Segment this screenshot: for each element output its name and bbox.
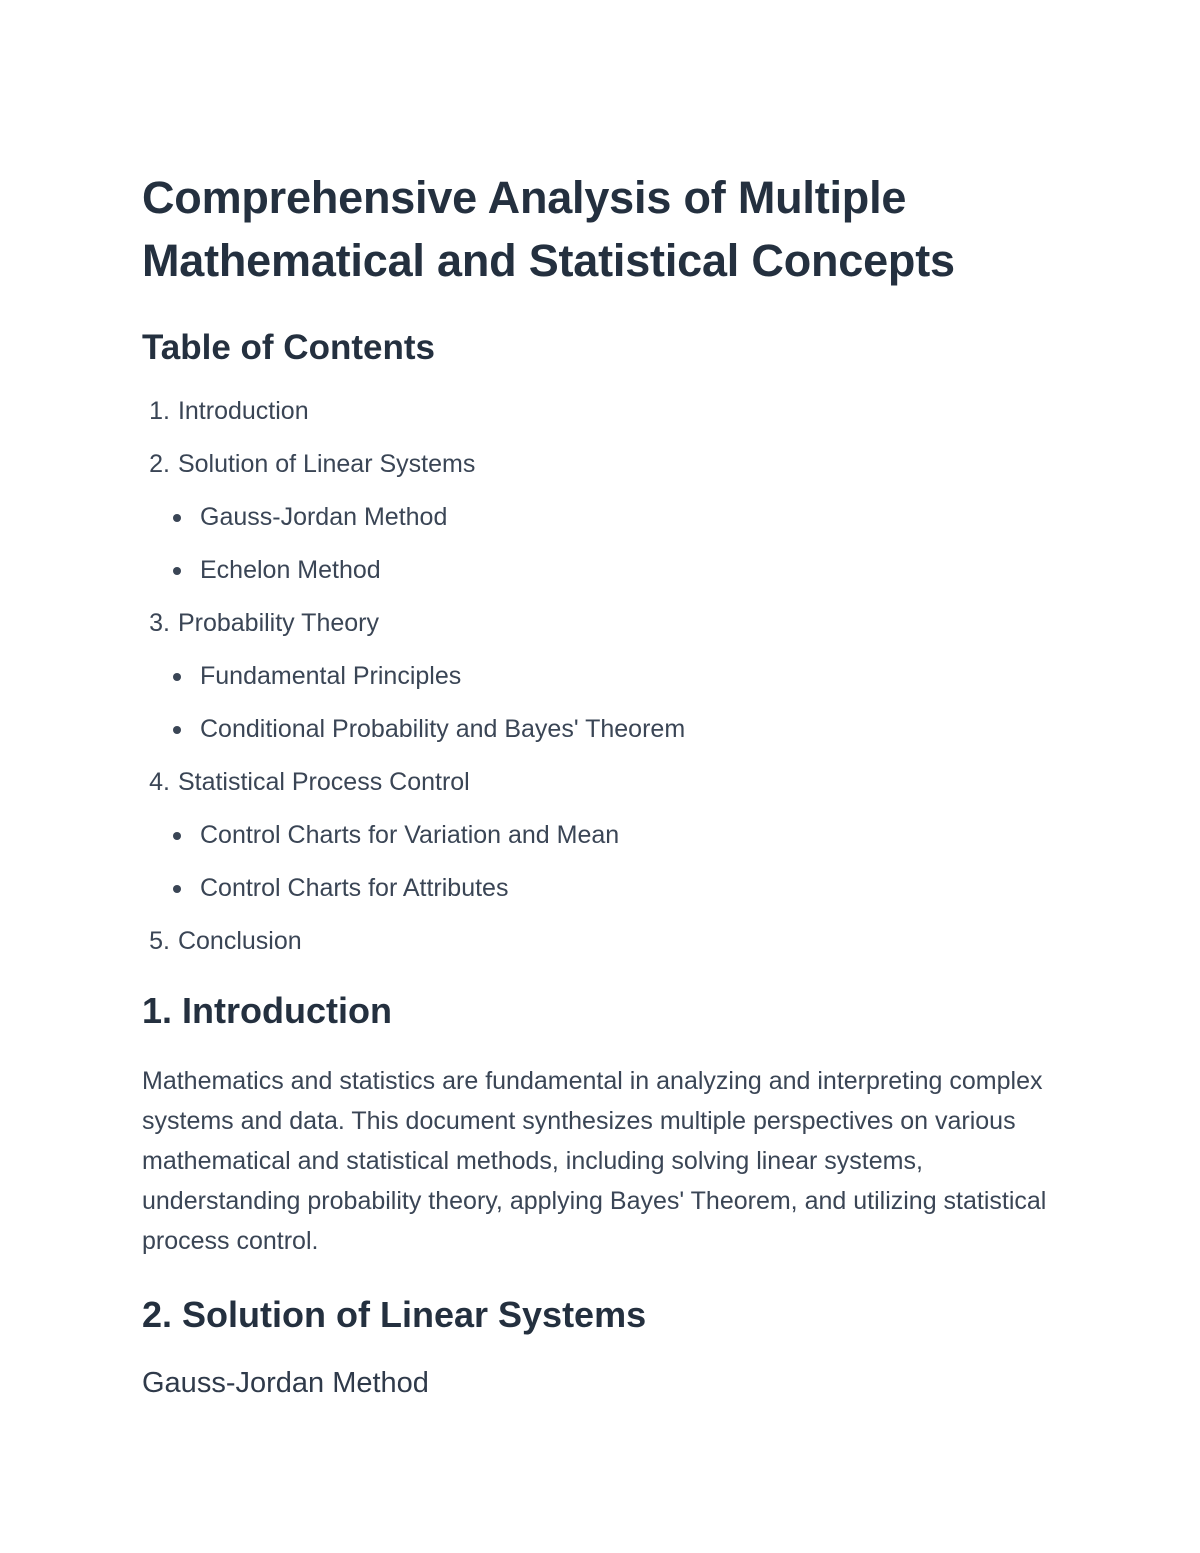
- toc-subitem-label: Conditional Probability and Bayes' Theorem: [200, 715, 686, 743]
- bullet-icon: [173, 832, 181, 840]
- toc-subitem-label: Control Charts for Attributes: [200, 874, 509, 902]
- toc-item-label: Statistical Process Control: [177, 768, 470, 796]
- toc-list: [142, 396, 1050, 956]
- toc-subitem-variation-mean[interactable]: [142, 820, 1050, 850]
- toc-subitem-fundamental-principles[interactable]: [142, 661, 1050, 691]
- section-heading-introduction: 1. Introduction: [142, 990, 392, 1031]
- bullet-icon: [173, 567, 181, 575]
- toc-sublist: [142, 502, 1050, 585]
- document-title-line-2: Mathematical and Statistical Concepts: [142, 235, 955, 286]
- toc-item-introduction[interactable]: [142, 396, 1050, 426]
- toc-sublist: [142, 661, 1050, 744]
- toc-subitem-gauss-jordan[interactable]: [142, 502, 1050, 532]
- toc-subitem-label: Control Charts for Variation and Mean: [200, 821, 620, 849]
- toc-subitem-label: Fundamental Principles: [200, 662, 462, 690]
- toc-item-label: Solution of Linear Systems: [177, 450, 476, 478]
- introduction-paragraph: Mathematics and statistics are fundamental in analyzing and interpreting complex systems and data. This document synthesizes multiple perspectives on various mathematical and statistical methods, including solving linear systems, understanding probability theory, applying Bayes' Theorem, and utilizing statistical process control.: [142, 1067, 1047, 1255]
- toc-subitem-attributes[interactable]: [142, 873, 1050, 903]
- toc-item-linear-systems[interactable]: [142, 449, 1050, 585]
- section-heading-linear-systems: 2. Solution of Linear Systems: [142, 1294, 647, 1335]
- toc-item-label: Introduction: [177, 397, 309, 425]
- toc-subitem-label: Echelon Method: [200, 556, 381, 584]
- toc-item-number: 2.: [149, 450, 170, 478]
- document-title-line-1: Comprehensive Analysis of Multiple: [142, 172, 907, 223]
- subsection-heading-gauss-jordan: Gauss-Jordan Method: [142, 1367, 429, 1399]
- toc-heading: Table of Contents: [142, 328, 435, 367]
- toc-subitem-label: Gauss-Jordan Method: [200, 503, 448, 531]
- toc-subitem-bayes[interactable]: [142, 714, 1050, 744]
- toc-item-label: Conclusion: [177, 927, 302, 955]
- toc-item-label: Probability Theory: [177, 609, 379, 637]
- toc-subitem-echelon[interactable]: [142, 555, 1050, 585]
- bullet-icon: [173, 514, 181, 522]
- bullet-icon: [173, 885, 181, 893]
- document-title: [142, 166, 1050, 292]
- toc-sublist: [142, 820, 1050, 903]
- bullet-icon: [173, 726, 181, 734]
- toc-item-conclusion[interactable]: [142, 926, 1050, 956]
- toc-item-number: 5.: [149, 927, 170, 955]
- toc-item-number: 3.: [149, 609, 170, 637]
- toc-item-process-control[interactable]: [142, 767, 1050, 903]
- bullet-icon: [173, 673, 181, 681]
- toc-item-number: 4.: [149, 768, 170, 796]
- toc-item-probability[interactable]: [142, 608, 1050, 744]
- toc-item-number: 1.: [149, 397, 170, 425]
